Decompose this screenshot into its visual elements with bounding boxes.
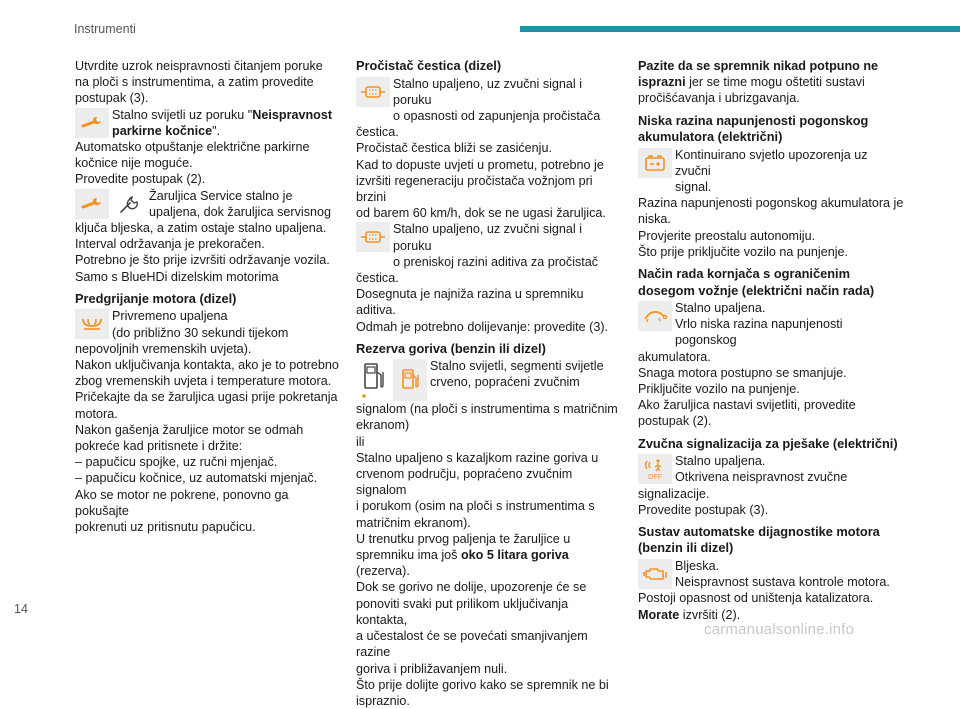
dpf-additive-warning bbox=[356, 221, 618, 270]
text-line: Stalno upaljena. bbox=[675, 301, 766, 316]
text-line: Otkrivena neispravnost zvučne bbox=[675, 470, 848, 485]
fuel-reserve-warning bbox=[356, 358, 618, 401]
service-warning bbox=[75, 188, 345, 220]
text-line: i porukom (osim na ploči s instrumentima s bbox=[356, 499, 595, 514]
text-bold: parkirne kočnice bbox=[112, 123, 213, 138]
text-line: Stalno svijetli, segmenti svijetle bbox=[430, 359, 604, 374]
text-line: Dosegnuta je najniža razina u spremniku aditiva. bbox=[356, 287, 584, 318]
text-line: čestica. bbox=[356, 125, 399, 140]
text-span: spremniku ima još bbox=[356, 548, 461, 563]
text-line: Snaga motora postupno se smanjuje. bbox=[638, 365, 847, 380]
text-line: matričnim ekranom). bbox=[356, 515, 471, 530]
text-line: Kad to dopuste uvjeti u prometu, potrebno je bbox=[356, 157, 604, 172]
section-heading-battery bbox=[638, 113, 906, 146]
fuel-pump-warning-icon bbox=[393, 359, 427, 401]
text-line: Automatsko otpuštanje električne parkirne bbox=[75, 140, 310, 155]
column-1 bbox=[75, 58, 345, 535]
service-wrench-icon bbox=[75, 189, 109, 219]
preheat-warning bbox=[75, 308, 345, 340]
text-line: Ako se motor ne pokrene, ponovno ga pokušajte bbox=[75, 487, 289, 518]
text-line: Provedite postupak (3). bbox=[638, 502, 769, 517]
section-heading-preheat: Predgrijanje motora (dizel) bbox=[75, 290, 237, 306]
text-line: Što prije dolijte gorivo kako se spremnik ne bi bbox=[356, 677, 609, 692]
text-line: a učestalost će se povećati smanjivanjem razine bbox=[356, 629, 588, 660]
section-heading-dpf: Pročistač čestica (dizel) bbox=[356, 58, 502, 73]
particle-filter-icon bbox=[356, 77, 390, 107]
text-line: Stalno upaljeno s kazaljkom razine goriva u bbox=[356, 450, 599, 465]
section-heading-pedestrian: Zvučna signalizacija za pješake (električni) bbox=[638, 435, 898, 451]
header-accent-bar bbox=[520, 26, 960, 32]
text-line: Privremeno upaljena bbox=[112, 309, 228, 324]
pedestrian-sound-off-icon bbox=[638, 454, 672, 484]
text-line: Stalno upaljeno, uz zvučni signal i poruku bbox=[393, 222, 583, 253]
text-line: Pričekajte da se žaruljica ugasi prije pokretanja bbox=[75, 390, 338, 405]
text-line: Utvrdite uzrok neispravnosti čitanjem poruke bbox=[75, 59, 323, 73]
off-label: OFF bbox=[648, 474, 662, 482]
text-line: pokreće kad pritisnete i držite: bbox=[75, 438, 243, 453]
text-line: signal. bbox=[675, 180, 712, 195]
traction-battery-icon bbox=[638, 148, 672, 178]
engine-check-icon bbox=[638, 559, 672, 589]
heading-line: akumulatora (električni) bbox=[638, 129, 783, 145]
text-line: ispraznio. bbox=[356, 693, 410, 708]
text-line: postupak (2). bbox=[638, 414, 712, 429]
text-bold: Neispravnost bbox=[252, 107, 333, 122]
text-line: Stalno upaljena. bbox=[675, 454, 766, 469]
pedestrian-sound-warning bbox=[638, 453, 906, 485]
text-line: niska. bbox=[638, 212, 671, 227]
battery-low-warning bbox=[638, 147, 906, 196]
text-line: – papučicu kočnice, uz automatski mjenjač. bbox=[75, 471, 318, 486]
text-line: Provjerite preostalu autonomiju. bbox=[638, 228, 816, 243]
text-line: Postoji opasnost od uništenja katalizatora. bbox=[638, 591, 874, 606]
text-line: pokrenuti uz pritisnutu papučicu. bbox=[75, 519, 256, 534]
text-span: Stalno svijetli uz poruku " bbox=[112, 107, 253, 122]
text-line: signalizacije. bbox=[638, 486, 710, 501]
text-line: od barem 60 km/h, dok se ne ugasi žaruljica. bbox=[356, 206, 606, 221]
text-line: kočnice nije moguće. bbox=[75, 156, 193, 171]
text-line: upaljena, dok žaruljica servisnog bbox=[149, 204, 332, 219]
text-span: (rezerva). bbox=[356, 564, 410, 579]
text-line: na ploči s instrumentima, a zatim provedite bbox=[75, 75, 314, 90]
engine-diagnostics-warning bbox=[638, 558, 906, 590]
heading-line: Niska razina napunjenosti pogonskog bbox=[638, 112, 869, 128]
text-bold: oko 5 litara goriva bbox=[460, 548, 569, 563]
fuel-icons bbox=[356, 359, 427, 401]
dpf-clogging-warning bbox=[356, 76, 618, 125]
text-line: (do približno 30 sekundi tijekom bbox=[112, 325, 289, 340]
text-line: o preniskoj razini aditiva za pročistač bbox=[393, 254, 599, 269]
text-line: Interval održavanja je prekoračen. bbox=[75, 237, 265, 252]
text-line: Pročistač čestica bliži se zasićenju. bbox=[356, 141, 552, 156]
text-line: Neispravnost sustava kontrole motora. bbox=[675, 575, 890, 590]
heading-line: dosegom vožnje (električni način rada) bbox=[638, 282, 875, 298]
turtle-icon bbox=[638, 301, 672, 331]
text-line: – papučicu spojke, uz ručni mjenjač. bbox=[75, 455, 278, 470]
text-line: akumulatora. bbox=[638, 349, 711, 364]
text-line: crveno, popraćeni zvučnim bbox=[430, 375, 580, 390]
text-line: Kontinuirano svjetlo upozorenja uz zvučni bbox=[675, 147, 868, 178]
text-line: zbog vremenskih uvjeta i temperature motora. bbox=[75, 374, 332, 389]
text-line: ili bbox=[356, 434, 365, 449]
text-line: ponoviti svaki put prilikom uključivanja kontakta, bbox=[356, 596, 569, 627]
text-line: postupak (3). bbox=[75, 91, 149, 106]
text-line: Bljeska. bbox=[675, 558, 720, 573]
text-line: čestica. bbox=[356, 270, 399, 285]
text-line: Ako žaruljica nastavi svijetliti, provedite bbox=[638, 398, 856, 413]
section-heading-turtle bbox=[638, 266, 906, 299]
text-line: Žaruljica Service stalno je bbox=[149, 188, 293, 203]
text-line: U trenutku prvog paljenja te žaruljice u bbox=[356, 531, 571, 546]
heading-line: Sustav automatske dijagnostike motora bbox=[638, 523, 880, 539]
text-line: signalom (na ploči s instrumentima s matričnim bbox=[356, 402, 618, 417]
text-line: Samo s BlueHDi dizelskim motorima bbox=[75, 269, 279, 284]
heading-line: (benzin ili dizel) bbox=[638, 540, 734, 556]
service-icons bbox=[75, 189, 146, 219]
text-line: Razina napunjenosti pogonskog akumulatora je bbox=[638, 196, 904, 211]
text-line: nepovoljnih vremenskih uvjeta). bbox=[75, 341, 252, 356]
turtle-mode-warning bbox=[638, 300, 906, 349]
text-line: Stalno upaljeno, uz zvučni signal i poruku bbox=[393, 76, 583, 107]
text-bold: Pazite da se spremnik nikad potpuno ne bbox=[638, 59, 879, 73]
text-line: ekranom) bbox=[356, 418, 410, 433]
text-line: ključa bljeska, a zatim ostaje stalno upaljena. bbox=[75, 221, 327, 236]
header-title: Instrumenti bbox=[74, 22, 136, 36]
fuel-pump-icon bbox=[356, 359, 390, 401]
watermark: carmanualsonline.info bbox=[704, 621, 855, 638]
text-line: Nakon uključivanja kontakta, ako je to potrebno bbox=[75, 357, 339, 372]
parking-brake-warning bbox=[75, 107, 345, 139]
text-line: Dok se gorivo ne dolije, upozorenje će se bbox=[356, 580, 587, 595]
service-key-icon bbox=[112, 189, 146, 219]
text-span: jer se time mogu oštetiti sustavi bbox=[685, 75, 865, 90]
text-line: crvenom području, popraćeno zvučnim signalom bbox=[356, 467, 573, 498]
heading-line: Način rada kornjača s ograničenim bbox=[638, 266, 850, 282]
text-bold: isprazni bbox=[638, 75, 686, 90]
text-span: izvršiti (2). bbox=[679, 607, 741, 622]
section-heading-diagnostics bbox=[638, 524, 906, 557]
text-bold: Morate bbox=[638, 607, 680, 622]
section-heading-fuel: Rezerva goriva (benzin ili dizel) bbox=[356, 340, 546, 356]
page-number: 14 bbox=[14, 602, 28, 616]
glow-plug-icon bbox=[75, 309, 109, 339]
text-line: pročišćavanja i ubrizgavanja. bbox=[638, 91, 800, 106]
text-line: Potrebno je što prije izvršiti održavanje vozila. bbox=[75, 253, 330, 268]
text-line: izvršiti regeneraciju pročistača vožnjom pri brzini bbox=[356, 173, 593, 204]
text-line: Provedite postupak (2). bbox=[75, 172, 206, 187]
column-2 bbox=[356, 58, 618, 709]
text-line: Priključite vozilo na punjenje. bbox=[638, 382, 800, 397]
text-line: motora. bbox=[75, 406, 118, 421]
column-3 bbox=[638, 58, 906, 623]
text-line: Što prije priključite vozilo na punjenje. bbox=[638, 244, 849, 259]
text-line: o opasnosti od zapunjenja pročistača bbox=[393, 108, 601, 123]
text-line: Vrlo niska razina napunjenosti pogonskog bbox=[675, 317, 843, 348]
particle-filter-icon bbox=[356, 222, 390, 252]
wrench-warning-icon bbox=[75, 108, 109, 138]
text-line: goriva i približavanjem nuli. bbox=[356, 661, 508, 676]
text-line: Nakon gašenja žaruljice motor se odmah bbox=[75, 422, 304, 437]
text-line: Odmah je potrebno dolijevanje: provedite (3). bbox=[356, 319, 609, 334]
text-span: ". bbox=[212, 123, 221, 138]
